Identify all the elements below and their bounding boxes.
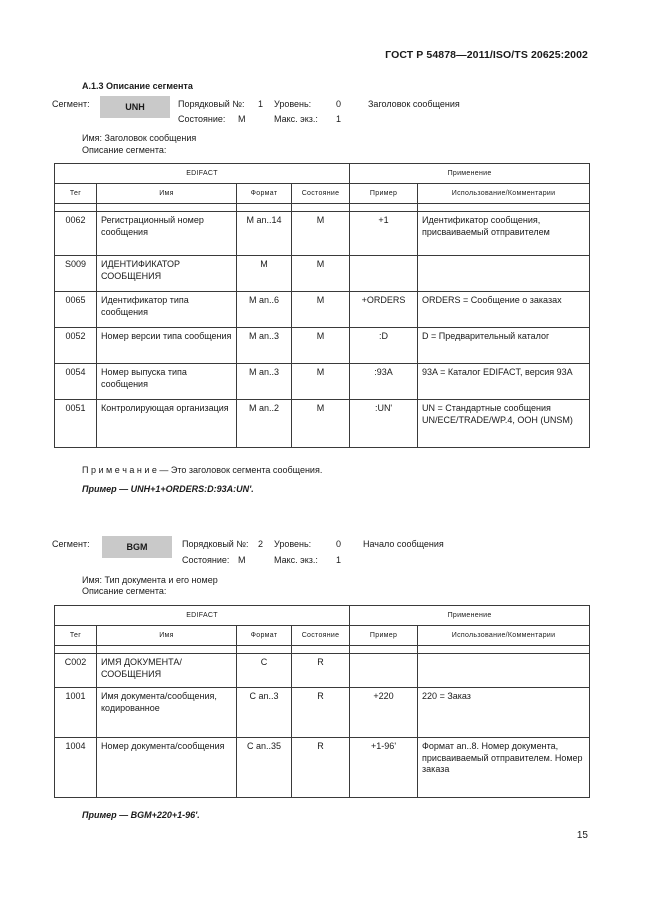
- segment-code-box: [100, 96, 170, 118]
- cell-format: M an..3: [237, 328, 292, 364]
- cell-state: M: [292, 364, 350, 400]
- segment-name-line: Имя: Заголовок сообщения: [82, 133, 197, 143]
- table-group-edifact: EDIFACT: [55, 164, 350, 184]
- section-title: А.1.3 Описание сегмента: [82, 81, 193, 91]
- cell-name: Идентификатор типа сообщения: [97, 292, 237, 328]
- max-value: 1: [336, 555, 342, 565]
- column-header-format: Формат: [237, 184, 292, 204]
- order-label: Порядковый №:: [182, 539, 249, 549]
- segment-code-box: [102, 536, 172, 558]
- column-header-name: Имя: [97, 626, 237, 646]
- cell-name: Номер выпуска типа сообщения: [97, 364, 237, 400]
- column-header-comments: Использование/Комментарии: [418, 184, 590, 204]
- segment-label: Сегмент:: [52, 99, 90, 109]
- cell-tag: C002: [55, 654, 97, 688]
- segment-table-unh: [54, 163, 590, 448]
- level-label: Уровень:: [274, 539, 312, 549]
- cell-format: C: [237, 654, 292, 688]
- segment-header-bgm: [52, 539, 592, 565]
- table-group-usage: Применение: [350, 606, 590, 626]
- cell-tag: 0062: [55, 212, 97, 256]
- page-number: 15: [576, 830, 588, 841]
- cell-example: :D: [350, 328, 418, 364]
- cell-state: M: [292, 256, 350, 292]
- cell-format: M an..6: [237, 292, 292, 328]
- cell-format: M an..2: [237, 400, 292, 448]
- cell-format: M an..3: [237, 364, 292, 400]
- cell-state: M: [292, 328, 350, 364]
- column-header-tag: Тег: [55, 626, 97, 646]
- table-spacer-row: [55, 646, 590, 654]
- cell-state: M: [292, 400, 350, 448]
- order-value: 1: [258, 99, 264, 109]
- order-value: 2: [258, 539, 264, 549]
- cell-example: [350, 256, 418, 292]
- max-value: 1: [336, 114, 342, 124]
- column-header-state: Состояние: [292, 184, 350, 204]
- column-header-example: Пример: [350, 184, 418, 204]
- state-value: M: [238, 555, 246, 565]
- column-header-state: Состояние: [292, 626, 350, 646]
- cell-example: [350, 654, 418, 688]
- cell-example: :UN': [350, 400, 418, 448]
- cell-name: Контролирующая организация: [97, 400, 237, 448]
- table-row: [55, 328, 590, 364]
- cell-comment: 93A = Каталог EDIFACT, версия 93A: [418, 364, 590, 400]
- cell-example: :93A: [350, 364, 418, 400]
- cell-comment: Идентификатор сообщения, присваиваемый отправителем: [418, 212, 590, 256]
- cell-tag: 0065: [55, 292, 97, 328]
- cell-comment: Формат an..8. Номер документа, присваиваемый отправителем. Номер заказа: [418, 738, 590, 798]
- segment-header-unh: [52, 99, 592, 125]
- table-row: [55, 738, 590, 798]
- table-row: [55, 364, 590, 400]
- state-label: Состояние:: [178, 114, 226, 124]
- cell-comment: ORDERS = Сообщение о заказах: [418, 292, 590, 328]
- order-label: Порядковый №:: [178, 99, 245, 109]
- state-value: M: [238, 114, 246, 124]
- cell-state: R: [292, 738, 350, 798]
- segment-code: UNH: [125, 102, 145, 112]
- cell-name: Номер версии типа сообщения: [97, 328, 237, 364]
- column-header-comments: Использование/Комментарии: [418, 626, 590, 646]
- cell-example: +ORDERS: [350, 292, 418, 328]
- cell-example: +1-96': [350, 738, 418, 798]
- table-row: [55, 400, 590, 448]
- segment-example: Пример — BGM+220+1-96'.: [82, 810, 200, 820]
- cell-format: C an..35: [237, 738, 292, 798]
- segment-label: Сегмент:: [52, 539, 90, 549]
- cell-comment: [418, 654, 590, 688]
- table-group-edifact: EDIFACT: [55, 606, 350, 626]
- segment-name-line: Имя: Тип документа и его номер: [82, 575, 218, 585]
- segment-description-label: Описание сегмента:: [82, 586, 167, 596]
- table-row: [55, 292, 590, 328]
- segment-note: П р и м е ч а н и е — Это заголовок сегмента сообщения.: [82, 465, 323, 475]
- column-header-example: Пример: [350, 626, 418, 646]
- cell-tag: 1001: [55, 688, 97, 738]
- cell-example: +1: [350, 212, 418, 256]
- cell-tag: S009: [55, 256, 97, 292]
- table-spacer-row: [55, 204, 590, 212]
- segment-table-bgm: [54, 605, 590, 798]
- column-header-name: Имя: [97, 184, 237, 204]
- state-label: Состояние:: [182, 555, 230, 565]
- cell-state: R: [292, 688, 350, 738]
- table-row: [55, 654, 590, 688]
- cell-format: M: [237, 256, 292, 292]
- cell-comment: UN = Стандартные сообщения UN/ECE/TRADE/WP.4, OOH (UNSM): [418, 400, 590, 448]
- cell-comment: 220 = Заказ: [418, 688, 590, 738]
- cell-example: +220: [350, 688, 418, 738]
- table-row: [55, 688, 590, 738]
- cell-tag: 0054: [55, 364, 97, 400]
- segment-example: Пример — UNH+1+ORDERS:D:93A:UN'.: [82, 484, 254, 494]
- level-value: 0: [336, 99, 342, 109]
- cell-state: R: [292, 654, 350, 688]
- max-label: Макс. экз.:: [274, 114, 318, 124]
- cell-comment: [418, 256, 590, 292]
- cell-name: Регистрационный номер сообщения: [97, 212, 237, 256]
- table-group-usage: Применение: [350, 164, 590, 184]
- cell-comment: D = Предварительный каталог: [418, 328, 590, 364]
- table-row: [55, 256, 590, 292]
- cell-state: M: [292, 292, 350, 328]
- column-header-tag: Тег: [55, 184, 97, 204]
- cell-name: ИМЯ ДОКУМЕНТА/СООБЩЕНИЯ: [97, 654, 237, 688]
- cell-name: Номер документа/сообщения: [97, 738, 237, 798]
- cell-format: C an..3: [237, 688, 292, 738]
- level-label: Уровень:: [274, 99, 312, 109]
- cell-tag: 0051: [55, 400, 97, 448]
- segment-title: Начало сообщения: [363, 539, 444, 549]
- cell-name: Имя документа/сообщения, кодированное: [97, 688, 237, 738]
- standard-code: ГОСТ Р 54878—2011/ISO/TS 20625:2002: [385, 49, 588, 61]
- cell-state: M: [292, 212, 350, 256]
- column-header-format: Формат: [237, 626, 292, 646]
- segment-code: BGM: [126, 542, 148, 552]
- table-row: [55, 212, 590, 256]
- segment-title: Заголовок сообщения: [368, 99, 460, 109]
- level-value: 0: [336, 539, 342, 549]
- cell-tag: 0052: [55, 328, 97, 364]
- segment-description-label: Описание сегмента:: [82, 145, 167, 155]
- cell-format: M an..14: [237, 212, 292, 256]
- max-label: Макс. экз.:: [274, 555, 318, 565]
- cell-name: ИДЕНТИФИКАТОР СООБЩЕНИЯ: [97, 256, 237, 292]
- cell-tag: 1004: [55, 738, 97, 798]
